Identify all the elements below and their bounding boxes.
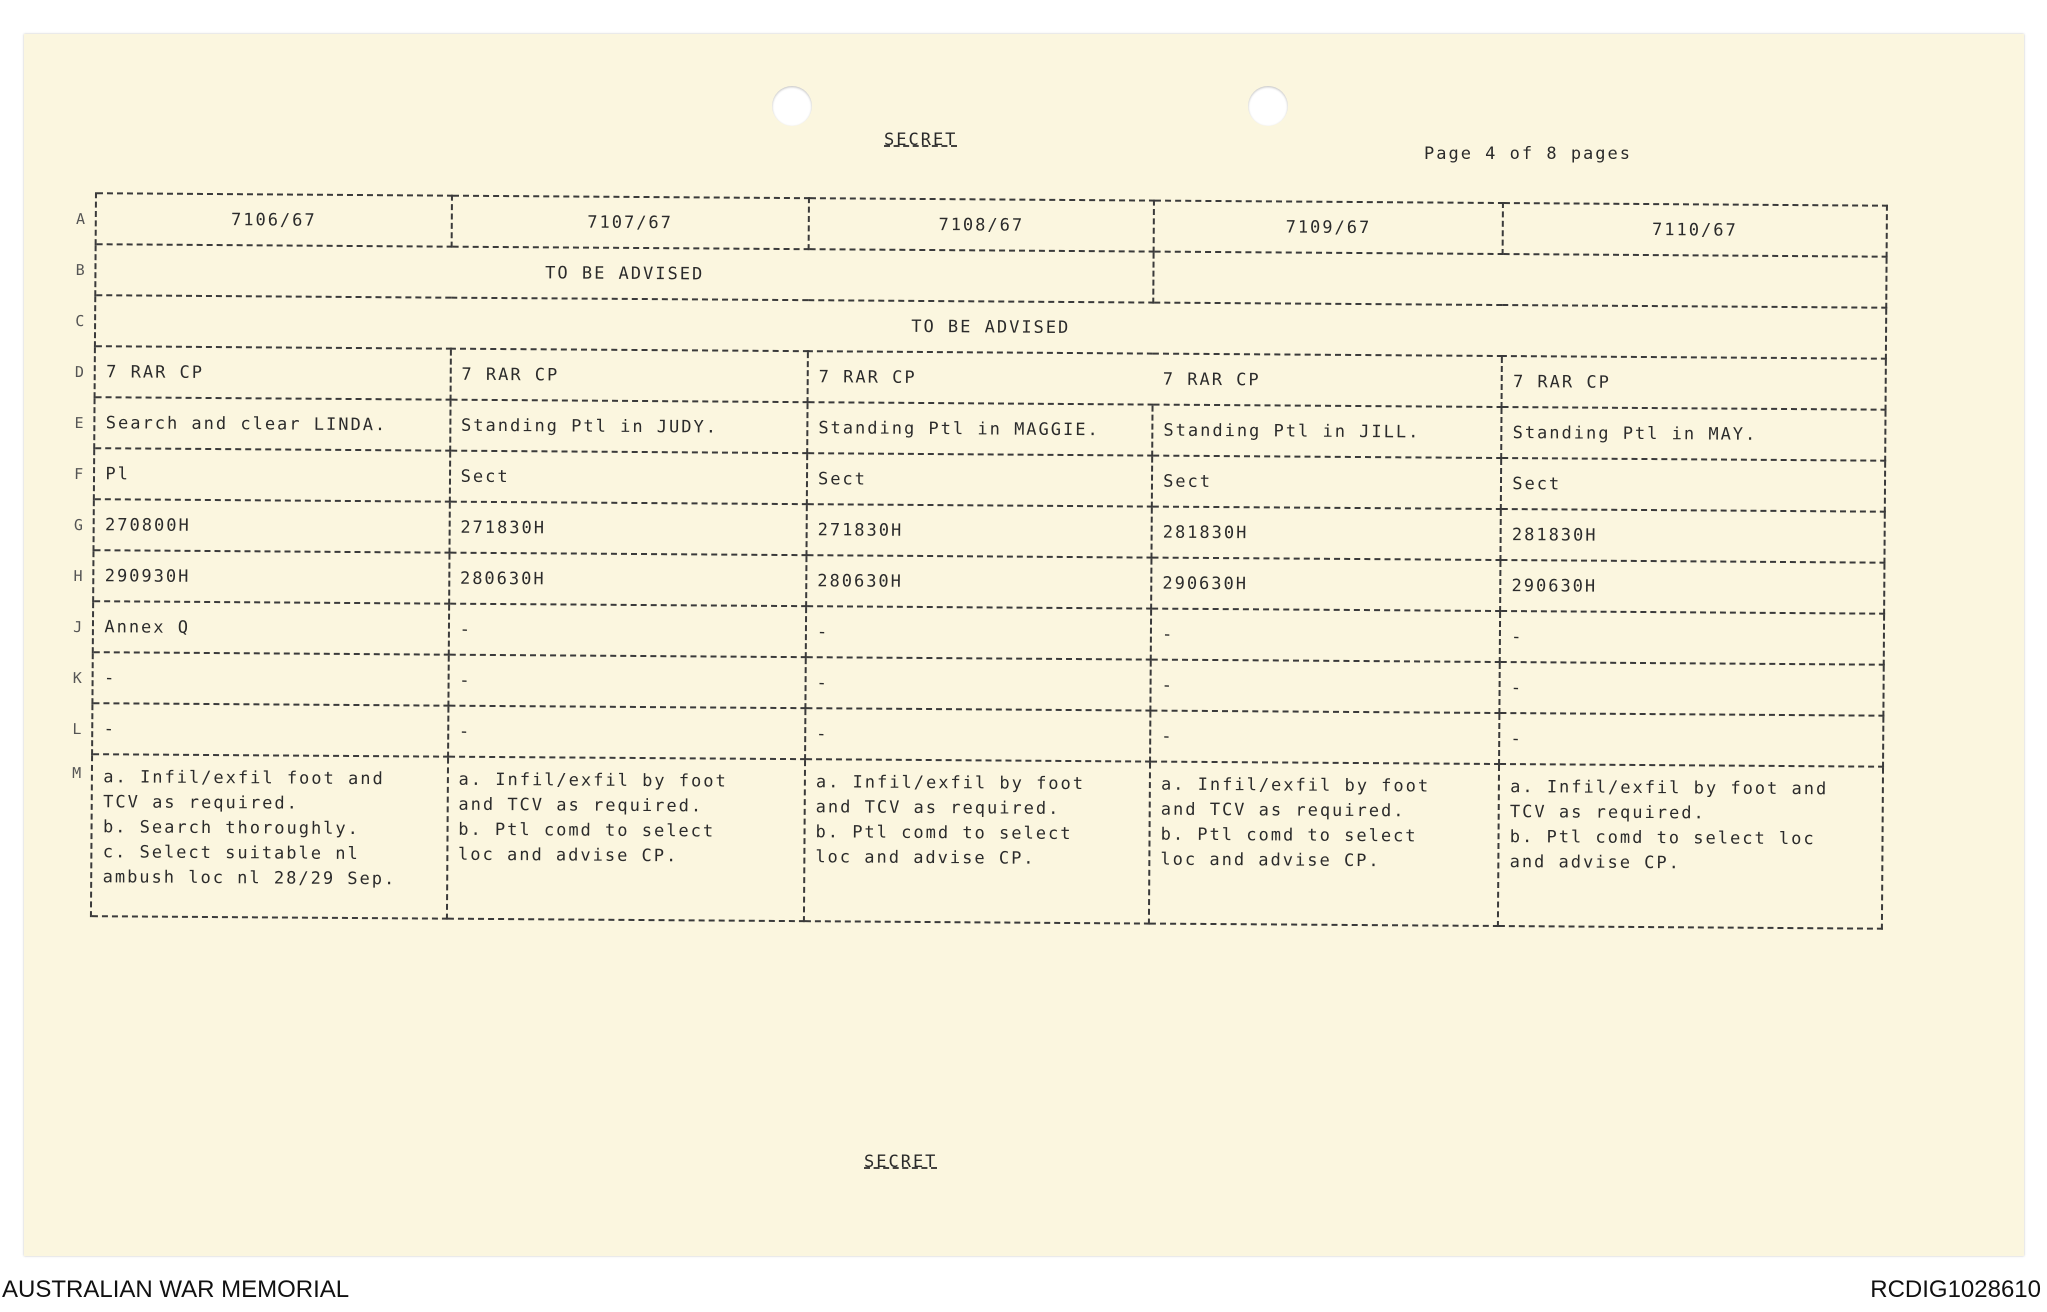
classification-footer: SECRET bbox=[864, 1152, 938, 1172]
table-cell: - bbox=[1499, 713, 1883, 767]
row-label: L bbox=[64, 703, 93, 754]
table-cell-remarks bbox=[804, 759, 1150, 923]
remarks-line: ambush loc nl 28/29 Sep. bbox=[102, 867, 397, 890]
document-sheet bbox=[24, 34, 2024, 1256]
table-cell: Sect bbox=[1152, 456, 1502, 509]
archive-name: AUSTRALIAN WAR MEMORIAL bbox=[2, 1276, 350, 1303]
table-cell: - bbox=[805, 708, 1150, 761]
remarks-line: and TCV as required. bbox=[1160, 799, 1406, 822]
remarks-line: TCV as required. bbox=[1509, 802, 1706, 824]
table-cell: 290930H bbox=[94, 550, 450, 603]
table-cell-empty bbox=[1153, 252, 1886, 308]
row-label: C bbox=[67, 295, 96, 346]
remarks-line: b. Search thoroughly. bbox=[102, 817, 360, 840]
table-cell: - bbox=[448, 706, 806, 759]
remarks-line: and TCV as required. bbox=[458, 794, 704, 817]
table-cell: 281830H bbox=[1501, 509, 1885, 563]
table-cell: - bbox=[1150, 660, 1500, 713]
table-cell: - bbox=[448, 655, 806, 708]
table-cell: Search and clear LINDA. bbox=[95, 397, 451, 450]
table-cell: Standing Ptl in MAGGIE. bbox=[807, 402, 1152, 455]
table-cell-id: 7106/67 bbox=[96, 193, 452, 246]
table-cell: 290630H bbox=[1151, 558, 1501, 611]
table-cell-id: 7107/67 bbox=[451, 196, 809, 249]
table-cell: Standing Ptl in JUDY. bbox=[450, 400, 808, 453]
row-label: F bbox=[66, 448, 95, 499]
punch-hole bbox=[1248, 86, 1288, 126]
row-label: K bbox=[64, 652, 93, 703]
row-label: B bbox=[67, 244, 96, 295]
page-indicator: Page 4 of 8 pages bbox=[1424, 144, 1632, 164]
table-cell: - bbox=[1151, 609, 1501, 662]
remarks-line: c. Select suitable nl bbox=[102, 842, 360, 865]
row-label: A bbox=[68, 193, 97, 244]
remarks-line: b. Ptl comd to select bbox=[458, 819, 716, 842]
table-cell: - bbox=[1500, 611, 1884, 665]
table-cell-to-be-advised: TO BE ADVISED bbox=[95, 295, 1886, 358]
row-label: H bbox=[65, 550, 94, 601]
remarks-line: b. Ptl comd to select bbox=[1160, 824, 1418, 847]
table-cell: - bbox=[93, 652, 449, 705]
row-label: M bbox=[63, 754, 93, 916]
remarks-line: and advise CP. bbox=[1509, 852, 1681, 874]
table-cell: 270800H bbox=[94, 499, 450, 552]
table-cell-id: 7109/67 bbox=[1154, 201, 1504, 254]
remarks-line: a. Infil/exfil by foot and bbox=[1510, 777, 1829, 800]
table-cell: 271830H bbox=[806, 504, 1151, 557]
remarks-line: loc and advise CP. bbox=[815, 847, 1036, 869]
table-cell: - bbox=[805, 657, 1150, 710]
table-cell-id: 7110/67 bbox=[1503, 203, 1887, 257]
remarks-line: a. Infil/exfil by foot bbox=[815, 772, 1086, 795]
remarks-line: and TCV as required. bbox=[815, 797, 1061, 819]
table-cell: 290630H bbox=[1500, 560, 1884, 614]
table-cell: 280630H bbox=[449, 553, 807, 606]
remarks-line: a. Infil/exfil foot and bbox=[103, 767, 385, 790]
table-cell: - bbox=[1150, 711, 1500, 764]
punch-hole bbox=[772, 86, 812, 126]
table-cell: Sect bbox=[450, 451, 808, 504]
table-cell: 7 RAR CP bbox=[1502, 356, 1886, 410]
table-cell: Standing Ptl in MAY. bbox=[1501, 407, 1885, 461]
table-cell-remarks bbox=[1149, 762, 1499, 926]
table-cell: 7 RAR CP bbox=[1153, 354, 1503, 407]
table-cell: 280630H bbox=[806, 555, 1151, 608]
patrol-table bbox=[63, 192, 1888, 930]
table-cell-id: 7108/67 bbox=[809, 198, 1154, 251]
table-cell: Standing Ptl in JILL. bbox=[1152, 405, 1502, 458]
table-cell: Sect bbox=[1501, 458, 1885, 512]
table-cell: 271830H bbox=[449, 502, 807, 555]
remarks-line: b. Ptl comd to select bbox=[815, 822, 1073, 845]
table-cell: Pl bbox=[94, 448, 450, 501]
archive-id: RCDIG1028610 bbox=[1870, 1276, 2041, 1303]
row-label: D bbox=[67, 346, 96, 397]
row-label: J bbox=[65, 601, 94, 652]
table-cell: Annex Q bbox=[93, 601, 449, 654]
table-cell: 281830H bbox=[1152, 507, 1502, 560]
table-cell: 7 RAR CP bbox=[808, 351, 1153, 404]
remarks-line: loc and advise CP. bbox=[1160, 849, 1381, 872]
table-cell-remarks bbox=[1498, 764, 1883, 929]
row-label: E bbox=[66, 397, 95, 448]
table-cell: - bbox=[806, 606, 1151, 659]
table-cell-remarks bbox=[447, 757, 805, 921]
remarks-line: TCV as required. bbox=[103, 792, 299, 814]
table-row-m bbox=[63, 754, 1883, 929]
table-cell-to-be-advised: TO BE ADVISED bbox=[96, 244, 1154, 302]
table-cell: - bbox=[448, 604, 806, 657]
row-label: G bbox=[66, 499, 95, 550]
table-cell: - bbox=[92, 703, 448, 756]
classification-header: SECRET bbox=[884, 130, 958, 150]
table-cell: 7 RAR CP bbox=[95, 346, 451, 399]
remarks-line: a. Infil/exfil by foot bbox=[458, 769, 728, 792]
table-cell: - bbox=[1500, 662, 1884, 716]
table-cell: 7 RAR CP bbox=[450, 349, 808, 402]
remarks-line: a. Infil/exfil by foot bbox=[1160, 774, 1431, 797]
table-cell: Sect bbox=[807, 453, 1152, 506]
remarks-line: b. Ptl comd to select loc bbox=[1509, 827, 1816, 850]
remarks-line: loc and advise CP. bbox=[458, 844, 679, 867]
table-cell-remarks bbox=[91, 754, 447, 918]
